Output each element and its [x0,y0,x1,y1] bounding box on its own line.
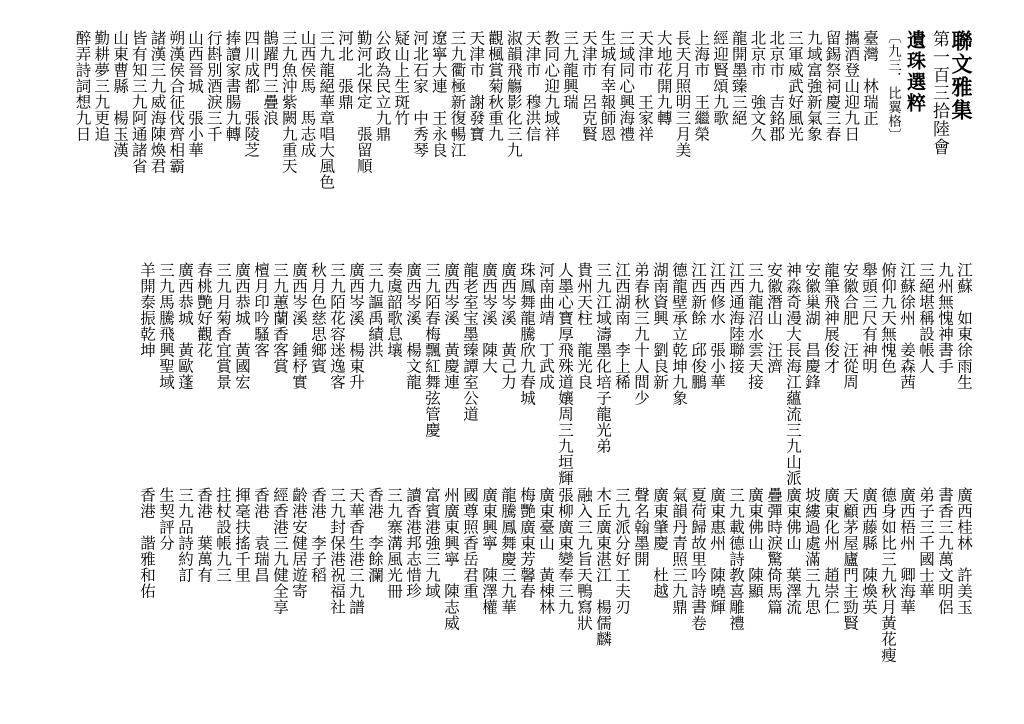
format-note: 〔九三．比翼格〕 [885,30,901,142]
couplet-line: 梅艷廣東芳馨春 [518,487,536,599]
couplet-line: 神淼奇漫大長海江蘊流三九山派 [784,262,802,486]
couplet-line: 三九龍興瑞 [561,30,579,110]
couplet-line: 諸漢三九威海陳煥君 [148,30,167,174]
couplet-line: 天津市 穆洪信 [523,30,542,142]
couplet-line: 廣東惠州 陳曉輝 [708,487,726,615]
couplet-line: 三九馬騰飛興聖域 [157,262,175,390]
couplet-line: 讀香港邦志惜珍 [404,487,422,599]
couplet-line: 三九載德詩教喜雕禮 [727,487,745,631]
couplet-line: 廣西岑溪 楊東升 [347,262,365,390]
couplet-line: 九州無愧神書手 [936,262,954,374]
couplet-line: 香港 李餘瀾 [366,487,384,583]
couplet-line: 朔漢侯合征伐齊相霸 [167,30,186,174]
section-3 [72,487,972,687]
couplet-line: 舉頭三尺有神明 [860,262,878,374]
couplet-line: 生城有幸報師恩 [598,30,617,142]
couplet-line: 長天月照明三月美 [673,30,692,158]
couplet-line: 三域同心興海禮 [617,30,636,142]
couplet-line: 三九寨溝風光冊 [385,487,403,599]
couplet-line: 三九陌春梅飄紅舞弦管慶 [423,262,441,438]
header-block [883,30,972,235]
couplet-line: 江西湖南 李上稀 [613,262,631,390]
couplet-line: 四川成都 張陵芝 [242,30,261,158]
couplet-line: 廣西岑溪 楊文龍 [404,262,422,390]
couplet-line: 廣西桂林 許美玉 [955,487,973,615]
couplet-line: 生契評分 [157,487,175,551]
couplet-line: 安徽巢湖 昌慶鋒 [803,262,821,390]
couplet-line: 疑山上生斑竹 [392,30,411,126]
couplet-line: 檀月印吟騷客 [252,262,270,358]
couplet-line: 廣西藤縣 陳煥英 [860,487,878,615]
couplet-line: 山西侯馬 馬志成 [298,30,317,158]
couplet-line: 上海市 王繼榮 [692,30,711,142]
couplet-line: 江西修水 張小華 [708,262,726,390]
couplet-line: 三九陌花容迷逸客 [328,262,346,390]
couplet-line: 拄杖設帳九三 [214,487,232,583]
couplet-line: 廣西恭城 黃國宏 [233,262,251,390]
couplet-line: 三九衢極新復暢江 [448,30,467,158]
couplet-line: 州廣東興寧 陳志威 [442,487,460,631]
couplet-line: 廣西梧州 卿海華 [898,487,916,615]
couplet-line: 山西晉城 張小華 [186,30,204,158]
couplet-line: 香港 諧雅和佑 [138,487,156,599]
couplet-line: 三九魚沖紫闕九重天 [279,30,298,174]
couplet-line: 德身如比三九秋月黃花瘦 [879,487,897,663]
couplet-line: 留錫祭祠慶三春 [823,30,842,142]
couplet-line: 三九江域濤墨化培子龍光弟 [594,262,612,454]
couplet-line: 木丘廣東湛江 楊儒麟 [594,487,612,647]
couplet-line: 湖南資興 劉良新 [651,262,669,390]
couplet-line: 行斟別酒淚三千 [204,30,223,142]
couplet-line: 醉弄詩詞想九日 [73,30,92,142]
couplet-line: 氣韻丹青照三九鼎 [670,487,688,615]
couplet-line: 皆有知三九阿通諸省 [129,30,148,174]
couplet-line: 天津市 謝發寶 [467,30,486,142]
couplet-line: 廣東肇慶 杜越 [651,487,669,599]
couplet-line: 天華香生港三九譜 [347,487,365,615]
couplet-line: 攜酒登山迎九日 [842,30,861,142]
couplet-line: 貴州天柱 龍光良 [575,262,593,390]
couplet-line: 融入三九旨天鴨寫狀 [575,487,593,631]
couplet-line: 鵲躍門三疊浪 [261,30,279,126]
couplet-line: 俯仰九天無愧色 [879,262,897,374]
couplet-line: 香港 葉萬有 [195,487,213,583]
couplet-line: 廣西岑溪 黃己力 [499,262,517,390]
couplet-line: 廣東興寧 陳澤權 [480,487,498,615]
couplet-line: 春桃艷好觀花 [195,262,213,358]
couplet-line: 廣西恭城 黃歐蓬 [176,262,194,390]
couplet-line: 龍筆飛神展俊才 [822,262,840,374]
couplet-line: 三九謳禹績洪 [366,262,384,358]
couplet-line: 三九派分好工夫刃 [613,487,631,615]
couplet-line: 德龍壁承立乾坤九象 [670,262,688,406]
couplet-line: 北京市 吉銘郡 [767,30,786,142]
couplet-line: 廣東臺山 黃棟林 [537,487,555,615]
couplet-line: 人墨心寶厚飛殊道孃周三九垣輝 [556,262,574,486]
couplet-line: 弟子三千國士華 [917,487,935,599]
section-1 [72,30,972,235]
couplet-line: 三九龍沼水雲天接 [746,262,764,390]
couplet-line: 安徽合肥 汪從周 [841,262,859,390]
couplet-line: 三九品詩約訂 [176,487,194,583]
couplet-line: 三九月菊香宜賞景 [214,262,232,390]
couplet-line: 龍騰鳳舞慶三九華 [499,487,517,615]
collection-title: 遺珠選粹 [904,30,926,114]
couplet-line: 坡縷過處滿三九思 [803,487,821,615]
couplet-line: 富賓港強三九域 [423,487,441,599]
couplet-line: 江蘇徐州 姜森茜 [898,262,916,390]
couplet-line: 龍開墨臻三絕 [729,30,748,126]
couplet-line: 珠鳳舞龍騰欣九春城 [518,262,536,406]
couplet-line: 羊開泰振乾坤 [138,262,156,358]
section-2 [72,262,973,486]
couplet-line: 廣東佛山 葉澤流 [784,487,802,615]
couplet-line: 廣東佛山 陳顯 [746,487,764,599]
couplet-line: 三九龍絕華章唱大風色 [317,30,336,190]
couplet-line: 北京市 強文久 [748,30,767,142]
couplet-line: 弟春秋三九十人間少 [632,262,650,406]
couplet-line: 江西通海陸聯接 [727,262,745,374]
couplet-line: 聲名翰墨開 [632,487,650,567]
couplet-line: 奏虞韶歌息壤 [385,262,403,358]
couplet-line: 張柳廣東變奉三九 [556,487,574,615]
session-subtitle: 第一百三拾陸會 [929,30,949,156]
couplet-line: 淑韻飛觴影化三九 [504,30,523,158]
couplet-line: 捧讀家書腸九轉 [223,30,242,142]
couplet-line: 公政為民立九鼎 [373,30,392,142]
couplet-line: 書香三九萬文明侶 [936,487,954,615]
couplet-line: 遼寧大連 王永良 [429,30,448,158]
couplet-line: 揮毫扶搖千里 [233,487,251,583]
couplet-line: 廣西岑溪 黃慶連 [442,262,460,390]
couplet-line: 廣西岑溪 陳大 [480,262,498,374]
couplet-line: 秋月色慈思鄉賓 [309,262,327,374]
couplet-line: 三九蕙蘭香客賞 [271,262,289,374]
couplet-line: 龍老室宝墨臻譚室公道 [461,262,479,422]
couplet-line: 三絕堪稱設帳人 [917,262,935,374]
page-title: 聯文雅集 [949,30,974,122]
couplet-line: 齡港安健居遊寄 [290,487,308,599]
couplet-line: 香港 李子稻 [309,487,327,583]
couplet-line: 觀楓賞菊秋重九 [486,30,504,142]
couplet-line: 經香港三九健全享 [271,487,289,615]
couplet-line: 教同心迎九域祥 [542,30,561,142]
couplet-line: 廣西岑溪 鍾杼實 [290,262,308,390]
couplet-line: 安徽潛山 汪濟 [765,262,783,374]
couplet-line: 河北 張鼎 [336,30,354,110]
couplet-line: 香港 袁瑞昌 [252,487,270,583]
couplet-line: 國尊照香岳君重 [461,487,479,599]
couplet-line: 江蘇 如東徐雨生 [955,262,973,390]
couplet-line: 天顧茅屋廬門主勁賢 [841,487,859,631]
couplet-line: 江西新餘 邱俊鵬 [689,262,707,390]
couplet-line: 天津市 王家祥 [636,30,654,142]
couplet-line: 勤河北保定 張留順 [354,30,373,174]
couplet-line: 河南曲靖 丁武成 [537,262,555,390]
couplet-line: 天津市 呂克賢 [579,30,598,142]
couplet-line: 山東曹縣 楊玉漢 [111,30,129,158]
couplet-line: 夏荷歸故里吟詩書卷 [689,487,707,631]
couplet-line: 勤耕夢三九更追 [92,30,111,142]
couplet-line: 經迎賢頌九歌 [711,30,729,126]
couplet-line: 疊彈時淚驚倚馬篇 [765,487,783,615]
couplet-line: 臺灣 林瑞正 [861,30,879,126]
couplet-line: 九域富強新氣象 [804,30,823,142]
couplet-line: 三軍威武好風光 [786,30,804,142]
couplet-line: 三九封保港祝福社 [328,487,346,615]
couplet-line: 大地花開九轉 [654,30,673,126]
couplet-line: 河北石家 中秀琴 [411,30,429,158]
couplet-line: 廣東化州 趙崇仁 [822,487,840,615]
